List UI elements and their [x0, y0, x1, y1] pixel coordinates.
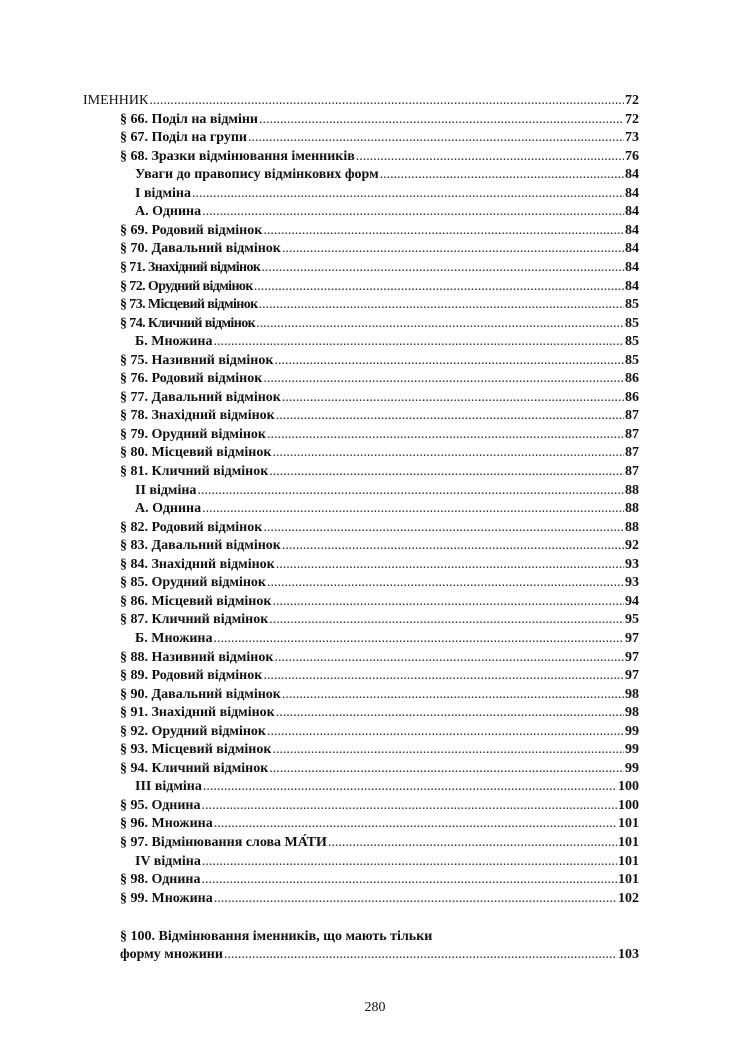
toc-page-number: 85: [625, 315, 639, 331]
toc-entry-title: А. Однина: [135, 501, 202, 517]
toc-page-number: 84: [625, 204, 639, 220]
toc-entry-title: § 93. Місцевий відмінок: [120, 742, 272, 758]
toc-page-number: 84: [625, 167, 639, 183]
toc-entry: [120, 278, 639, 297]
toc-entry: [120, 111, 639, 130]
dot-leader: [248, 129, 624, 148]
toc-entry: [135, 778, 639, 797]
toc-entry: [120, 574, 639, 593]
toc-page-number: 76: [625, 148, 639, 164]
dot-leader: [202, 203, 624, 222]
toc-page-number: 101: [618, 835, 639, 850]
toc-entry: [120, 834, 639, 853]
toc-entry-title: § 96. Множина: [120, 816, 213, 832]
toc-entry-title: § 67. Поділ на групи: [120, 130, 247, 146]
toc-page-number: 87: [625, 464, 639, 479]
toc-page-number: 85: [625, 334, 639, 350]
toc-entry-title: § 97. Відмінювання слова МА́ТИ: [120, 835, 327, 850]
toc-entry-title: IV відміна: [135, 853, 201, 869]
toc-entry-title: § 75. Називний відмінок: [120, 352, 274, 368]
toc-entry: [120, 797, 639, 816]
toc-entry: [120, 593, 639, 612]
toc-entry: [120, 667, 639, 686]
dot-leader: [214, 815, 617, 834]
dot-leader: [256, 315, 624, 334]
toc-entry: [120, 723, 639, 742]
dot-leader: [282, 686, 624, 705]
toc-page-number: 100: [618, 797, 639, 813]
toc-page-number: 72: [625, 111, 639, 127]
toc-entry: [120, 352, 639, 371]
toc-entry-title: § 94. Кличний відмінок: [120, 760, 269, 776]
dot-leader: [274, 352, 624, 371]
toc-entry: [135, 203, 639, 222]
page-number: 280: [364, 1000, 386, 1015]
toc-page-number: 92: [625, 538, 639, 554]
dot-leader: [203, 778, 617, 797]
toc-entry: [135, 333, 639, 352]
toc-page-number: 100: [618, 779, 639, 795]
dot-leader: [272, 593, 624, 612]
toc-page-number: 97: [625, 630, 639, 646]
toc-entry: [135, 500, 639, 519]
toc-entry-title: § 95. Однина: [120, 797, 201, 813]
toc-entry-title: § 99. Множина: [120, 890, 213, 906]
dot-leader: [267, 426, 624, 445]
toc-page-number: 93: [625, 575, 639, 591]
toc-page-number: 85: [625, 297, 639, 313]
toc-entry: [120, 741, 639, 760]
toc-entry-title: § 92. Орудний відмінок: [120, 723, 266, 739]
dot-leader: [259, 296, 624, 315]
dot-leader: [213, 333, 624, 352]
toc-page-number: 87: [625, 408, 639, 424]
dot-leader: [259, 111, 624, 130]
toc-entry-title: § 87. Кличний відмінок: [120, 612, 269, 628]
dot-leader: [274, 649, 624, 668]
toc-entry: [135, 482, 639, 501]
toc-entry-wrapped: [120, 946, 639, 965]
toc-entry: [120, 760, 639, 779]
toc-entry-title: § 73. Місцевий відмінок: [120, 297, 258, 313]
toc-entry: [120, 815, 639, 834]
dot-leader: [272, 444, 624, 463]
dot-leader: [197, 482, 624, 501]
dot-leader: [263, 370, 624, 389]
toc-page-number: 94: [625, 593, 639, 609]
toc-page-number: 103: [618, 947, 639, 962]
dot-leader: [213, 630, 624, 649]
toc-page-number: 93: [625, 556, 639, 572]
toc-entry-title: § 66. Поділ на відміни: [120, 111, 258, 127]
dot-leader: [276, 556, 624, 575]
toc-entry: [120, 871, 639, 890]
toc-page-number: 99: [625, 742, 639, 758]
toc-page-number: 99: [625, 760, 639, 776]
toc-entry-title: А. Однина: [135, 204, 202, 220]
toc-entry: [120, 463, 639, 482]
toc-page-number: 87: [625, 426, 639, 442]
toc-page-number: 84: [625, 185, 639, 201]
dot-leader: [202, 871, 618, 890]
toc-entry-title: § 77. Давальний відмінок: [120, 389, 281, 405]
toc-entry: [135, 166, 639, 185]
toc-entry: [120, 444, 639, 463]
toc-entry: [120, 222, 639, 241]
dot-leader: [328, 834, 617, 853]
toc-entry-title: § 91. Знахідний відмінок: [120, 705, 275, 721]
toc-entry-title-line1: § 100. Відмінювання іменників, що мають тільки: [120, 929, 433, 944]
toc-entry: [83, 92, 639, 111]
toc-page-number: 101: [618, 816, 639, 832]
dot-leader: [214, 890, 617, 909]
toc-entry-title: § 98. Однина: [120, 872, 201, 888]
toc-entry: [120, 426, 639, 445]
toc-page-number: 84: [625, 259, 639, 275]
toc-page-number: 99: [625, 723, 639, 739]
toc-entry-title: І відміна: [135, 185, 191, 201]
dot-leader: [224, 946, 617, 965]
toc-page-number: 86: [625, 389, 639, 405]
dot-leader: [282, 537, 624, 556]
dot-leader: [269, 611, 624, 630]
toc-entry: [120, 407, 639, 426]
toc-entry-title: § 69. Родовий відмінок: [120, 222, 263, 238]
toc-entry-title: Уваги до правопису відмінкових форм: [135, 167, 379, 183]
toc-entry-title: § 90. Давальний відмінок: [120, 686, 281, 702]
toc-entry-title: Б. Множина: [135, 334, 213, 350]
toc-entry-title: § 76. Родовий відмінок: [120, 371, 263, 387]
dot-leader: [282, 389, 624, 408]
toc-entry-title: § 80. Місцевий відмінок: [120, 445, 272, 461]
toc-entry-title: § 72. Орудний відмінок: [120, 278, 253, 294]
toc-page-number: 84: [625, 241, 639, 257]
dot-leader: [269, 463, 624, 482]
toc-entry: [120, 686, 639, 705]
toc-entry: [120, 315, 639, 334]
dot-leader: [263, 519, 624, 538]
toc-entry-title: ІМЕННИК: [83, 93, 149, 108]
dot-leader: [261, 259, 624, 278]
toc-entry-title: § 74. Кличний відмінок: [120, 315, 256, 331]
toc-entry: [120, 556, 639, 575]
dot-leader: [202, 797, 618, 816]
dot-leader: [276, 407, 624, 426]
toc-entry: [120, 129, 639, 148]
toc-entry-title: § 68. Зразки відмінювання іменників: [120, 148, 355, 164]
toc-entry: [135, 185, 639, 204]
dot-leader: [263, 667, 624, 686]
toc-entry: [120, 537, 639, 556]
toc-entry: [120, 519, 639, 538]
dot-leader: [202, 853, 617, 872]
toc-page-number: 73: [625, 130, 639, 146]
dot-leader: [380, 166, 624, 185]
toc-page-number: 86: [625, 371, 639, 387]
toc-entry-title: § 83. Давальний відмінок: [120, 538, 281, 554]
toc-entry: [120, 296, 639, 315]
toc-entry-title: § 70. Давальний відмінок: [120, 241, 281, 257]
toc-page-number: 97: [625, 668, 639, 684]
toc-entry-title: § 81. Кличний відмінок: [120, 464, 269, 479]
toc-entry: [120, 370, 639, 389]
toc-entry: [120, 649, 639, 668]
dot-leader: [269, 760, 624, 779]
toc-page-number: 87: [625, 445, 639, 461]
dot-leader: [202, 500, 624, 519]
toc-entry: [120, 611, 639, 630]
dot-leader: [282, 240, 624, 259]
toc-entry: [120, 240, 639, 259]
toc-entry: [120, 890, 639, 909]
toc-entry: [135, 630, 639, 649]
toc-entry: [120, 704, 639, 723]
dot-leader: [254, 278, 624, 297]
toc-page-number: 72: [625, 93, 639, 108]
dot-leader: [267, 574, 624, 593]
toc-page-number: 84: [625, 278, 639, 294]
toc-entry-title: § 88. Називний відмінок: [120, 649, 274, 665]
dot-leader: [356, 148, 624, 167]
toc-page-number: 85: [625, 352, 639, 368]
toc-entry-title: § 89. Родовий відмінок: [120, 668, 263, 684]
toc-entry-title: § 82. Родовий відмінок: [120, 519, 263, 535]
toc-entry-title-line2: форму множини: [120, 947, 223, 962]
toc-entry-title: § 86. Місцевий відмінок: [120, 593, 272, 609]
toc-entry-title: § 71. Знахідний відмінок: [120, 259, 261, 275]
toc-page-number: 98: [625, 705, 639, 721]
dot-leader: [267, 723, 624, 742]
toc-entry-title: § 78. Знахідний відмінок: [120, 408, 275, 424]
dot-leader: [149, 92, 624, 111]
dot-leader: [263, 222, 624, 241]
toc-entry-title: § 79. Орудний відмінок: [120, 426, 266, 442]
dot-leader: [192, 185, 624, 204]
toc-entry-title: § 85. Орудний відмінок: [120, 575, 266, 591]
toc-entry-title: II відміна: [135, 482, 197, 498]
dot-leader: [276, 704, 624, 723]
toc-page-number: 102: [618, 890, 639, 906]
toc-entry: [135, 853, 639, 872]
toc-page-number: 84: [625, 222, 639, 238]
toc-entry: [120, 259, 639, 278]
toc-page-number: 101: [618, 872, 639, 888]
toc-page-number: 97: [625, 649, 639, 665]
toc-entry-title: ІІІ відміна: [135, 779, 202, 795]
toc-page-number: 98: [625, 686, 639, 702]
toc-entry-title: § 84. Знахідний відмінок: [120, 556, 275, 572]
toc-entry: [120, 148, 639, 167]
toc-page-number: 101: [618, 853, 639, 869]
toc-page-number: 88: [625, 482, 639, 498]
toc-entry: [120, 389, 639, 408]
dot-leader: [272, 741, 624, 760]
toc-page-number: 88: [625, 519, 639, 535]
toc-entry-title: Б. Множина: [135, 630, 213, 646]
toc-page-number: 95: [625, 612, 639, 628]
toc-page-number: 88: [625, 501, 639, 517]
